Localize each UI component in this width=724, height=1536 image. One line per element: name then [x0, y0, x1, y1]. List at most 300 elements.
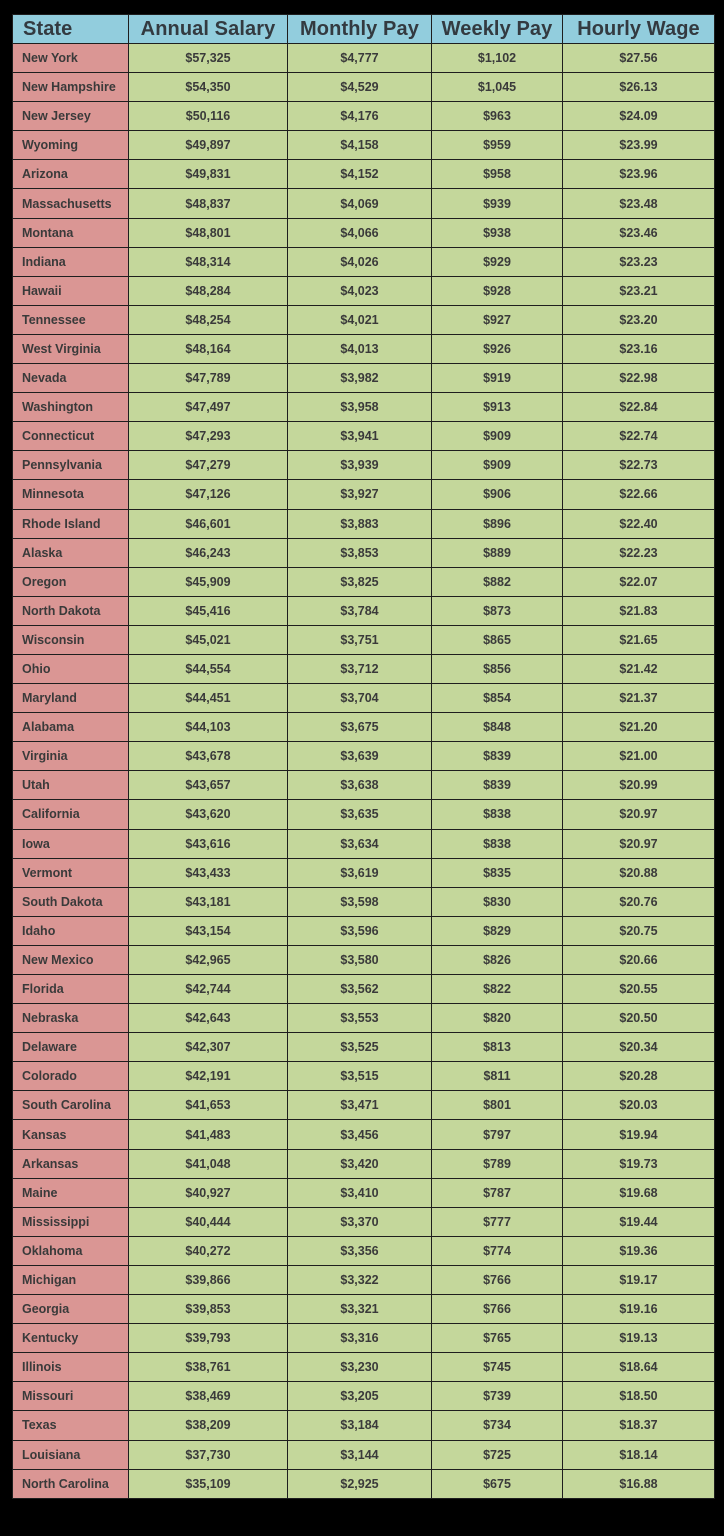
hourly-wage-cell: $21.65 — [563, 625, 715, 654]
weekly-pay-cell: $813 — [432, 1033, 563, 1062]
annual-salary-cell: $40,272 — [129, 1236, 288, 1265]
table-row — [13, 422, 715, 451]
state-cell: Iowa — [13, 829, 129, 858]
state-cell: Connecticut — [13, 422, 129, 451]
weekly-pay-cell: $909 — [432, 422, 563, 451]
weekly-pay-cell: $797 — [432, 1120, 563, 1149]
annual-salary-cell: $45,021 — [129, 625, 288, 654]
monthly-pay-cell: $4,158 — [288, 131, 432, 160]
state-cell: Nebraska — [13, 1004, 129, 1033]
annual-salary-cell: $48,801 — [129, 218, 288, 247]
monthly-pay-cell: $3,230 — [288, 1353, 432, 1382]
annual-salary-cell: $38,469 — [129, 1382, 288, 1411]
table-row — [13, 1062, 715, 1091]
weekly-pay-cell: $1,102 — [432, 44, 563, 73]
state-cell: Washington — [13, 393, 129, 422]
monthly-pay-cell: $3,634 — [288, 829, 432, 858]
hourly-wage-cell: $18.37 — [563, 1411, 715, 1440]
state-cell: North Dakota — [13, 596, 129, 625]
monthly-pay-cell: $3,941 — [288, 422, 432, 451]
table-row — [13, 1469, 715, 1498]
monthly-pay-cell: $3,562 — [288, 975, 432, 1004]
weekly-pay-cell: $745 — [432, 1353, 563, 1382]
monthly-pay-cell: $3,825 — [288, 567, 432, 596]
hourly-wage-cell: $20.75 — [563, 916, 715, 945]
hourly-wage-cell: $19.73 — [563, 1149, 715, 1178]
monthly-pay-cell: $3,321 — [288, 1295, 432, 1324]
table-row — [13, 1265, 715, 1294]
table-row — [13, 218, 715, 247]
weekly-pay-cell: $854 — [432, 684, 563, 713]
state-cell: Indiana — [13, 247, 129, 276]
weekly-pay-cell: $919 — [432, 364, 563, 393]
weekly-pay-cell: $739 — [432, 1382, 563, 1411]
weekly-pay-cell: $725 — [432, 1440, 563, 1469]
state-cell: Colorado — [13, 1062, 129, 1091]
weekly-pay-cell: $839 — [432, 742, 563, 771]
weekly-pay-cell: $766 — [432, 1295, 563, 1324]
monthly-pay-cell: $4,176 — [288, 102, 432, 131]
weekly-pay-cell: $928 — [432, 276, 563, 305]
monthly-pay-cell: $3,982 — [288, 364, 432, 393]
state-cell: Minnesota — [13, 480, 129, 509]
weekly-pay-cell: $909 — [432, 451, 563, 480]
annual-salary-cell: $42,965 — [129, 945, 288, 974]
state-cell: Tennessee — [13, 305, 129, 334]
state-cell: Ohio — [13, 654, 129, 683]
state-cell: Missouri — [13, 1382, 129, 1411]
state-cell: Arizona — [13, 160, 129, 189]
hourly-wage-cell: $23.23 — [563, 247, 715, 276]
annual-salary-cell: $42,744 — [129, 975, 288, 1004]
hourly-wage-cell: $21.83 — [563, 596, 715, 625]
table-row — [13, 364, 715, 393]
table-row — [13, 393, 715, 422]
annual-salary-cell: $49,831 — [129, 160, 288, 189]
annual-salary-cell: $38,761 — [129, 1353, 288, 1382]
hourly-wage-cell: $22.98 — [563, 364, 715, 393]
weekly-pay-cell: $873 — [432, 596, 563, 625]
hourly-wage-cell: $21.00 — [563, 742, 715, 771]
table-row — [13, 1295, 715, 1324]
weekly-pay-cell: $939 — [432, 189, 563, 218]
weekly-pay-cell: $929 — [432, 247, 563, 276]
monthly-pay-cell: $3,853 — [288, 538, 432, 567]
hourly-wage-cell: $19.36 — [563, 1236, 715, 1265]
annual-salary-cell: $42,643 — [129, 1004, 288, 1033]
hourly-wage-cell: $26.13 — [563, 73, 715, 102]
table-row — [13, 713, 715, 742]
hourly-wage-cell: $19.68 — [563, 1178, 715, 1207]
table-row — [13, 1178, 715, 1207]
hourly-wage-cell: $20.28 — [563, 1062, 715, 1091]
hourly-wage-cell: $21.20 — [563, 713, 715, 742]
state-cell: Virginia — [13, 742, 129, 771]
hourly-wage-cell: $23.16 — [563, 334, 715, 363]
state-cell: Vermont — [13, 858, 129, 887]
monthly-pay-cell: $3,456 — [288, 1120, 432, 1149]
weekly-pay-cell: $1,045 — [432, 73, 563, 102]
state-cell: West Virginia — [13, 334, 129, 363]
annual-salary-cell: $48,164 — [129, 334, 288, 363]
state-cell: Rhode Island — [13, 509, 129, 538]
table-row — [13, 742, 715, 771]
monthly-pay-cell: $3,410 — [288, 1178, 432, 1207]
monthly-pay-cell: $2,925 — [288, 1469, 432, 1498]
monthly-pay-cell: $3,580 — [288, 945, 432, 974]
state-cell: New Jersey — [13, 102, 129, 131]
weekly-pay-cell: $913 — [432, 393, 563, 422]
table-row — [13, 451, 715, 480]
weekly-pay-cell: $839 — [432, 771, 563, 800]
annual-salary-cell: $44,451 — [129, 684, 288, 713]
annual-salary-cell: $48,254 — [129, 305, 288, 334]
table-row — [13, 1411, 715, 1440]
annual-salary-cell: $48,284 — [129, 276, 288, 305]
weekly-pay-cell: $889 — [432, 538, 563, 567]
annual-salary-cell: $44,554 — [129, 654, 288, 683]
monthly-pay-cell: $3,205 — [288, 1382, 432, 1411]
table-row — [13, 625, 715, 654]
annual-salary-cell: $47,293 — [129, 422, 288, 451]
weekly-pay-cell: $926 — [432, 334, 563, 363]
state-cell: Alabama — [13, 713, 129, 742]
hourly-wage-cell: $20.97 — [563, 800, 715, 829]
hourly-wage-cell: $20.55 — [563, 975, 715, 1004]
annual-salary-cell: $43,181 — [129, 887, 288, 916]
annual-salary-cell: $54,350 — [129, 73, 288, 102]
table-row — [13, 567, 715, 596]
annual-salary-cell: $50,116 — [129, 102, 288, 131]
weekly-pay-cell: $959 — [432, 131, 563, 160]
weekly-pay-cell: $958 — [432, 160, 563, 189]
monthly-pay-cell: $3,675 — [288, 713, 432, 742]
annual-salary-cell: $49,897 — [129, 131, 288, 160]
annual-salary-cell: $43,657 — [129, 771, 288, 800]
state-cell: South Carolina — [13, 1091, 129, 1120]
table-row — [13, 945, 715, 974]
state-cell: Mississippi — [13, 1207, 129, 1236]
table-row — [13, 1353, 715, 1382]
annual-salary-cell: $43,616 — [129, 829, 288, 858]
annual-salary-cell: $45,416 — [129, 596, 288, 625]
hourly-wage-cell: $18.14 — [563, 1440, 715, 1469]
hourly-wage-cell: $20.88 — [563, 858, 715, 887]
table-row — [13, 1236, 715, 1265]
monthly-pay-cell: $3,471 — [288, 1091, 432, 1120]
annual-salary-cell: $46,243 — [129, 538, 288, 567]
annual-salary-cell: $39,866 — [129, 1265, 288, 1294]
weekly-pay-cell: $766 — [432, 1265, 563, 1294]
weekly-pay-cell: $963 — [432, 102, 563, 131]
state-cell: Arkansas — [13, 1149, 129, 1178]
annual-salary-cell: $38,209 — [129, 1411, 288, 1440]
monthly-pay-cell: $3,619 — [288, 858, 432, 887]
weekly-pay-cell: $822 — [432, 975, 563, 1004]
header-annual-salary: Annual Salary — [129, 15, 288, 44]
table-row — [13, 102, 715, 131]
annual-salary-cell: $39,793 — [129, 1324, 288, 1353]
hourly-wage-cell: $23.48 — [563, 189, 715, 218]
monthly-pay-cell: $3,784 — [288, 596, 432, 625]
table-row — [13, 1091, 715, 1120]
table-row — [13, 1440, 715, 1469]
table-row — [13, 1120, 715, 1149]
table-row — [13, 1324, 715, 1353]
hourly-wage-cell: $20.97 — [563, 829, 715, 858]
hourly-wage-cell: $16.88 — [563, 1469, 715, 1498]
monthly-pay-cell: $4,152 — [288, 160, 432, 189]
annual-salary-cell: $37,730 — [129, 1440, 288, 1469]
hourly-wage-cell: $22.07 — [563, 567, 715, 596]
hourly-wage-cell: $24.09 — [563, 102, 715, 131]
table-row — [13, 73, 715, 102]
hourly-wage-cell: $21.37 — [563, 684, 715, 713]
monthly-pay-cell: $3,184 — [288, 1411, 432, 1440]
state-cell: Wisconsin — [13, 625, 129, 654]
annual-salary-cell: $48,837 — [129, 189, 288, 218]
state-cell: New Hampshire — [13, 73, 129, 102]
weekly-pay-cell: $820 — [432, 1004, 563, 1033]
monthly-pay-cell: $3,958 — [288, 393, 432, 422]
monthly-pay-cell: $3,883 — [288, 509, 432, 538]
annual-salary-cell: $40,927 — [129, 1178, 288, 1207]
monthly-pay-cell: $3,596 — [288, 916, 432, 945]
monthly-pay-cell: $3,639 — [288, 742, 432, 771]
hourly-wage-cell: $23.96 — [563, 160, 715, 189]
weekly-pay-cell: $734 — [432, 1411, 563, 1440]
monthly-pay-cell: $3,144 — [288, 1440, 432, 1469]
annual-salary-cell: $45,909 — [129, 567, 288, 596]
state-cell: Oregon — [13, 567, 129, 596]
weekly-pay-cell: $777 — [432, 1207, 563, 1236]
weekly-pay-cell: $856 — [432, 654, 563, 683]
table-row — [13, 858, 715, 887]
table-row — [13, 189, 715, 218]
state-cell: California — [13, 800, 129, 829]
annual-salary-cell: $41,048 — [129, 1149, 288, 1178]
state-cell: Nevada — [13, 364, 129, 393]
hourly-wage-cell: $19.94 — [563, 1120, 715, 1149]
table-row — [13, 1149, 715, 1178]
weekly-pay-cell: $774 — [432, 1236, 563, 1265]
table-row — [13, 887, 715, 916]
state-cell: Maine — [13, 1178, 129, 1207]
header-state: State — [13, 15, 129, 44]
hourly-wage-cell: $20.03 — [563, 1091, 715, 1120]
hourly-wage-cell: $18.64 — [563, 1353, 715, 1382]
weekly-pay-cell: $830 — [432, 887, 563, 916]
monthly-pay-cell: $3,322 — [288, 1265, 432, 1294]
monthly-pay-cell: $3,525 — [288, 1033, 432, 1062]
state-cell: New York — [13, 44, 129, 73]
weekly-pay-cell: $882 — [432, 567, 563, 596]
header-monthly-pay: Monthly Pay — [288, 15, 432, 44]
state-cell: Illinois — [13, 1353, 129, 1382]
hourly-wage-cell: $22.40 — [563, 509, 715, 538]
hourly-wage-cell: $20.66 — [563, 945, 715, 974]
hourly-wage-cell: $20.76 — [563, 887, 715, 916]
annual-salary-cell: $42,307 — [129, 1033, 288, 1062]
weekly-pay-cell: $906 — [432, 480, 563, 509]
hourly-wage-cell: $23.21 — [563, 276, 715, 305]
weekly-pay-cell: $675 — [432, 1469, 563, 1498]
weekly-pay-cell: $826 — [432, 945, 563, 974]
header-weekly-pay: Weekly Pay — [432, 15, 563, 44]
table-row — [13, 1207, 715, 1236]
annual-salary-cell: $57,325 — [129, 44, 288, 73]
state-cell: Montana — [13, 218, 129, 247]
table-row — [13, 1004, 715, 1033]
monthly-pay-cell: $3,515 — [288, 1062, 432, 1091]
monthly-pay-cell: $4,529 — [288, 73, 432, 102]
state-cell: Wyoming — [13, 131, 129, 160]
state-cell: Delaware — [13, 1033, 129, 1062]
weekly-pay-cell: $838 — [432, 800, 563, 829]
state-cell: Pennsylvania — [13, 451, 129, 480]
monthly-pay-cell: $3,939 — [288, 451, 432, 480]
state-cell: South Dakota — [13, 887, 129, 916]
state-cell: Michigan — [13, 1265, 129, 1294]
hourly-wage-cell: $23.99 — [563, 131, 715, 160]
annual-salary-cell: $39,853 — [129, 1295, 288, 1324]
monthly-pay-cell: $3,712 — [288, 654, 432, 683]
hourly-wage-cell: $21.42 — [563, 654, 715, 683]
table-row — [13, 247, 715, 276]
table-row — [13, 480, 715, 509]
state-cell: Kansas — [13, 1120, 129, 1149]
weekly-pay-cell: $838 — [432, 829, 563, 858]
monthly-pay-cell: $4,066 — [288, 218, 432, 247]
state-cell: New Mexico — [13, 945, 129, 974]
monthly-pay-cell: $4,026 — [288, 247, 432, 276]
state-cell: Oklahoma — [13, 1236, 129, 1265]
monthly-pay-cell: $3,370 — [288, 1207, 432, 1236]
hourly-wage-cell: $18.50 — [563, 1382, 715, 1411]
annual-salary-cell: $43,620 — [129, 800, 288, 829]
table-row — [13, 1382, 715, 1411]
hourly-wage-cell: $23.20 — [563, 305, 715, 334]
hourly-wage-cell: $22.74 — [563, 422, 715, 451]
header-row — [13, 15, 715, 44]
weekly-pay-cell: $927 — [432, 305, 563, 334]
state-cell: Maryland — [13, 684, 129, 713]
table-row — [13, 160, 715, 189]
weekly-pay-cell: $865 — [432, 625, 563, 654]
weekly-pay-cell: $829 — [432, 916, 563, 945]
weekly-pay-cell: $835 — [432, 858, 563, 887]
monthly-pay-cell: $3,420 — [288, 1149, 432, 1178]
hourly-wage-cell: $19.16 — [563, 1295, 715, 1324]
table-row — [13, 771, 715, 800]
weekly-pay-cell: $789 — [432, 1149, 563, 1178]
monthly-pay-cell: $4,013 — [288, 334, 432, 363]
hourly-wage-cell: $27.56 — [563, 44, 715, 73]
salary-by-state-table — [12, 14, 715, 1499]
hourly-wage-cell: $20.34 — [563, 1033, 715, 1062]
state-cell: Alaska — [13, 538, 129, 567]
annual-salary-cell: $41,653 — [129, 1091, 288, 1120]
state-cell: Louisiana — [13, 1440, 129, 1469]
annual-salary-cell: $41,483 — [129, 1120, 288, 1149]
hourly-wage-cell: $19.17 — [563, 1265, 715, 1294]
table-row — [13, 654, 715, 683]
table-row — [13, 684, 715, 713]
annual-salary-cell: $42,191 — [129, 1062, 288, 1091]
annual-salary-cell: $47,789 — [129, 364, 288, 393]
annual-salary-cell: $44,103 — [129, 713, 288, 742]
annual-salary-cell: $40,444 — [129, 1207, 288, 1236]
state-cell: North Carolina — [13, 1469, 129, 1498]
monthly-pay-cell: $3,553 — [288, 1004, 432, 1033]
weekly-pay-cell: $801 — [432, 1091, 563, 1120]
weekly-pay-cell: $938 — [432, 218, 563, 247]
hourly-wage-cell: $19.13 — [563, 1324, 715, 1353]
weekly-pay-cell: $787 — [432, 1178, 563, 1207]
annual-salary-cell: $48,314 — [129, 247, 288, 276]
table-row — [13, 1033, 715, 1062]
table-row — [13, 538, 715, 567]
state-cell: Hawaii — [13, 276, 129, 305]
table-row — [13, 975, 715, 1004]
state-cell: Texas — [13, 1411, 129, 1440]
table-row — [13, 276, 715, 305]
table-row — [13, 44, 715, 73]
table-row — [13, 305, 715, 334]
annual-salary-cell: $43,433 — [129, 858, 288, 887]
monthly-pay-cell: $4,069 — [288, 189, 432, 218]
monthly-pay-cell: $3,635 — [288, 800, 432, 829]
hourly-wage-cell: $23.46 — [563, 218, 715, 247]
monthly-pay-cell: $4,021 — [288, 305, 432, 334]
annual-salary-cell: $47,279 — [129, 451, 288, 480]
monthly-pay-cell: $3,927 — [288, 480, 432, 509]
hourly-wage-cell: $22.23 — [563, 538, 715, 567]
table-row — [13, 596, 715, 625]
state-cell: Florida — [13, 975, 129, 1004]
state-cell: Kentucky — [13, 1324, 129, 1353]
table-row — [13, 334, 715, 363]
annual-salary-cell: $35,109 — [129, 1469, 288, 1498]
table-row — [13, 829, 715, 858]
hourly-wage-cell: $20.50 — [563, 1004, 715, 1033]
table-row — [13, 800, 715, 829]
hourly-wage-cell: $20.99 — [563, 771, 715, 800]
weekly-pay-cell: $811 — [432, 1062, 563, 1091]
state-cell: Massachusetts — [13, 189, 129, 218]
monthly-pay-cell: $4,777 — [288, 44, 432, 73]
state-cell: Georgia — [13, 1295, 129, 1324]
monthly-pay-cell: $4,023 — [288, 276, 432, 305]
table-row — [13, 509, 715, 538]
table-body — [13, 44, 715, 1499]
header-hourly-wage: Hourly Wage — [563, 15, 715, 44]
monthly-pay-cell: $3,356 — [288, 1236, 432, 1265]
hourly-wage-cell: $22.73 — [563, 451, 715, 480]
monthly-pay-cell: $3,598 — [288, 887, 432, 916]
monthly-pay-cell: $3,704 — [288, 684, 432, 713]
annual-salary-cell: $46,601 — [129, 509, 288, 538]
monthly-pay-cell: $3,751 — [288, 625, 432, 654]
state-cell: Idaho — [13, 916, 129, 945]
annual-salary-cell: $47,497 — [129, 393, 288, 422]
hourly-wage-cell: $22.84 — [563, 393, 715, 422]
annual-salary-cell: $43,154 — [129, 916, 288, 945]
table-row — [13, 131, 715, 160]
weekly-pay-cell: $896 — [432, 509, 563, 538]
annual-salary-cell: $43,678 — [129, 742, 288, 771]
hourly-wage-cell: $19.44 — [563, 1207, 715, 1236]
